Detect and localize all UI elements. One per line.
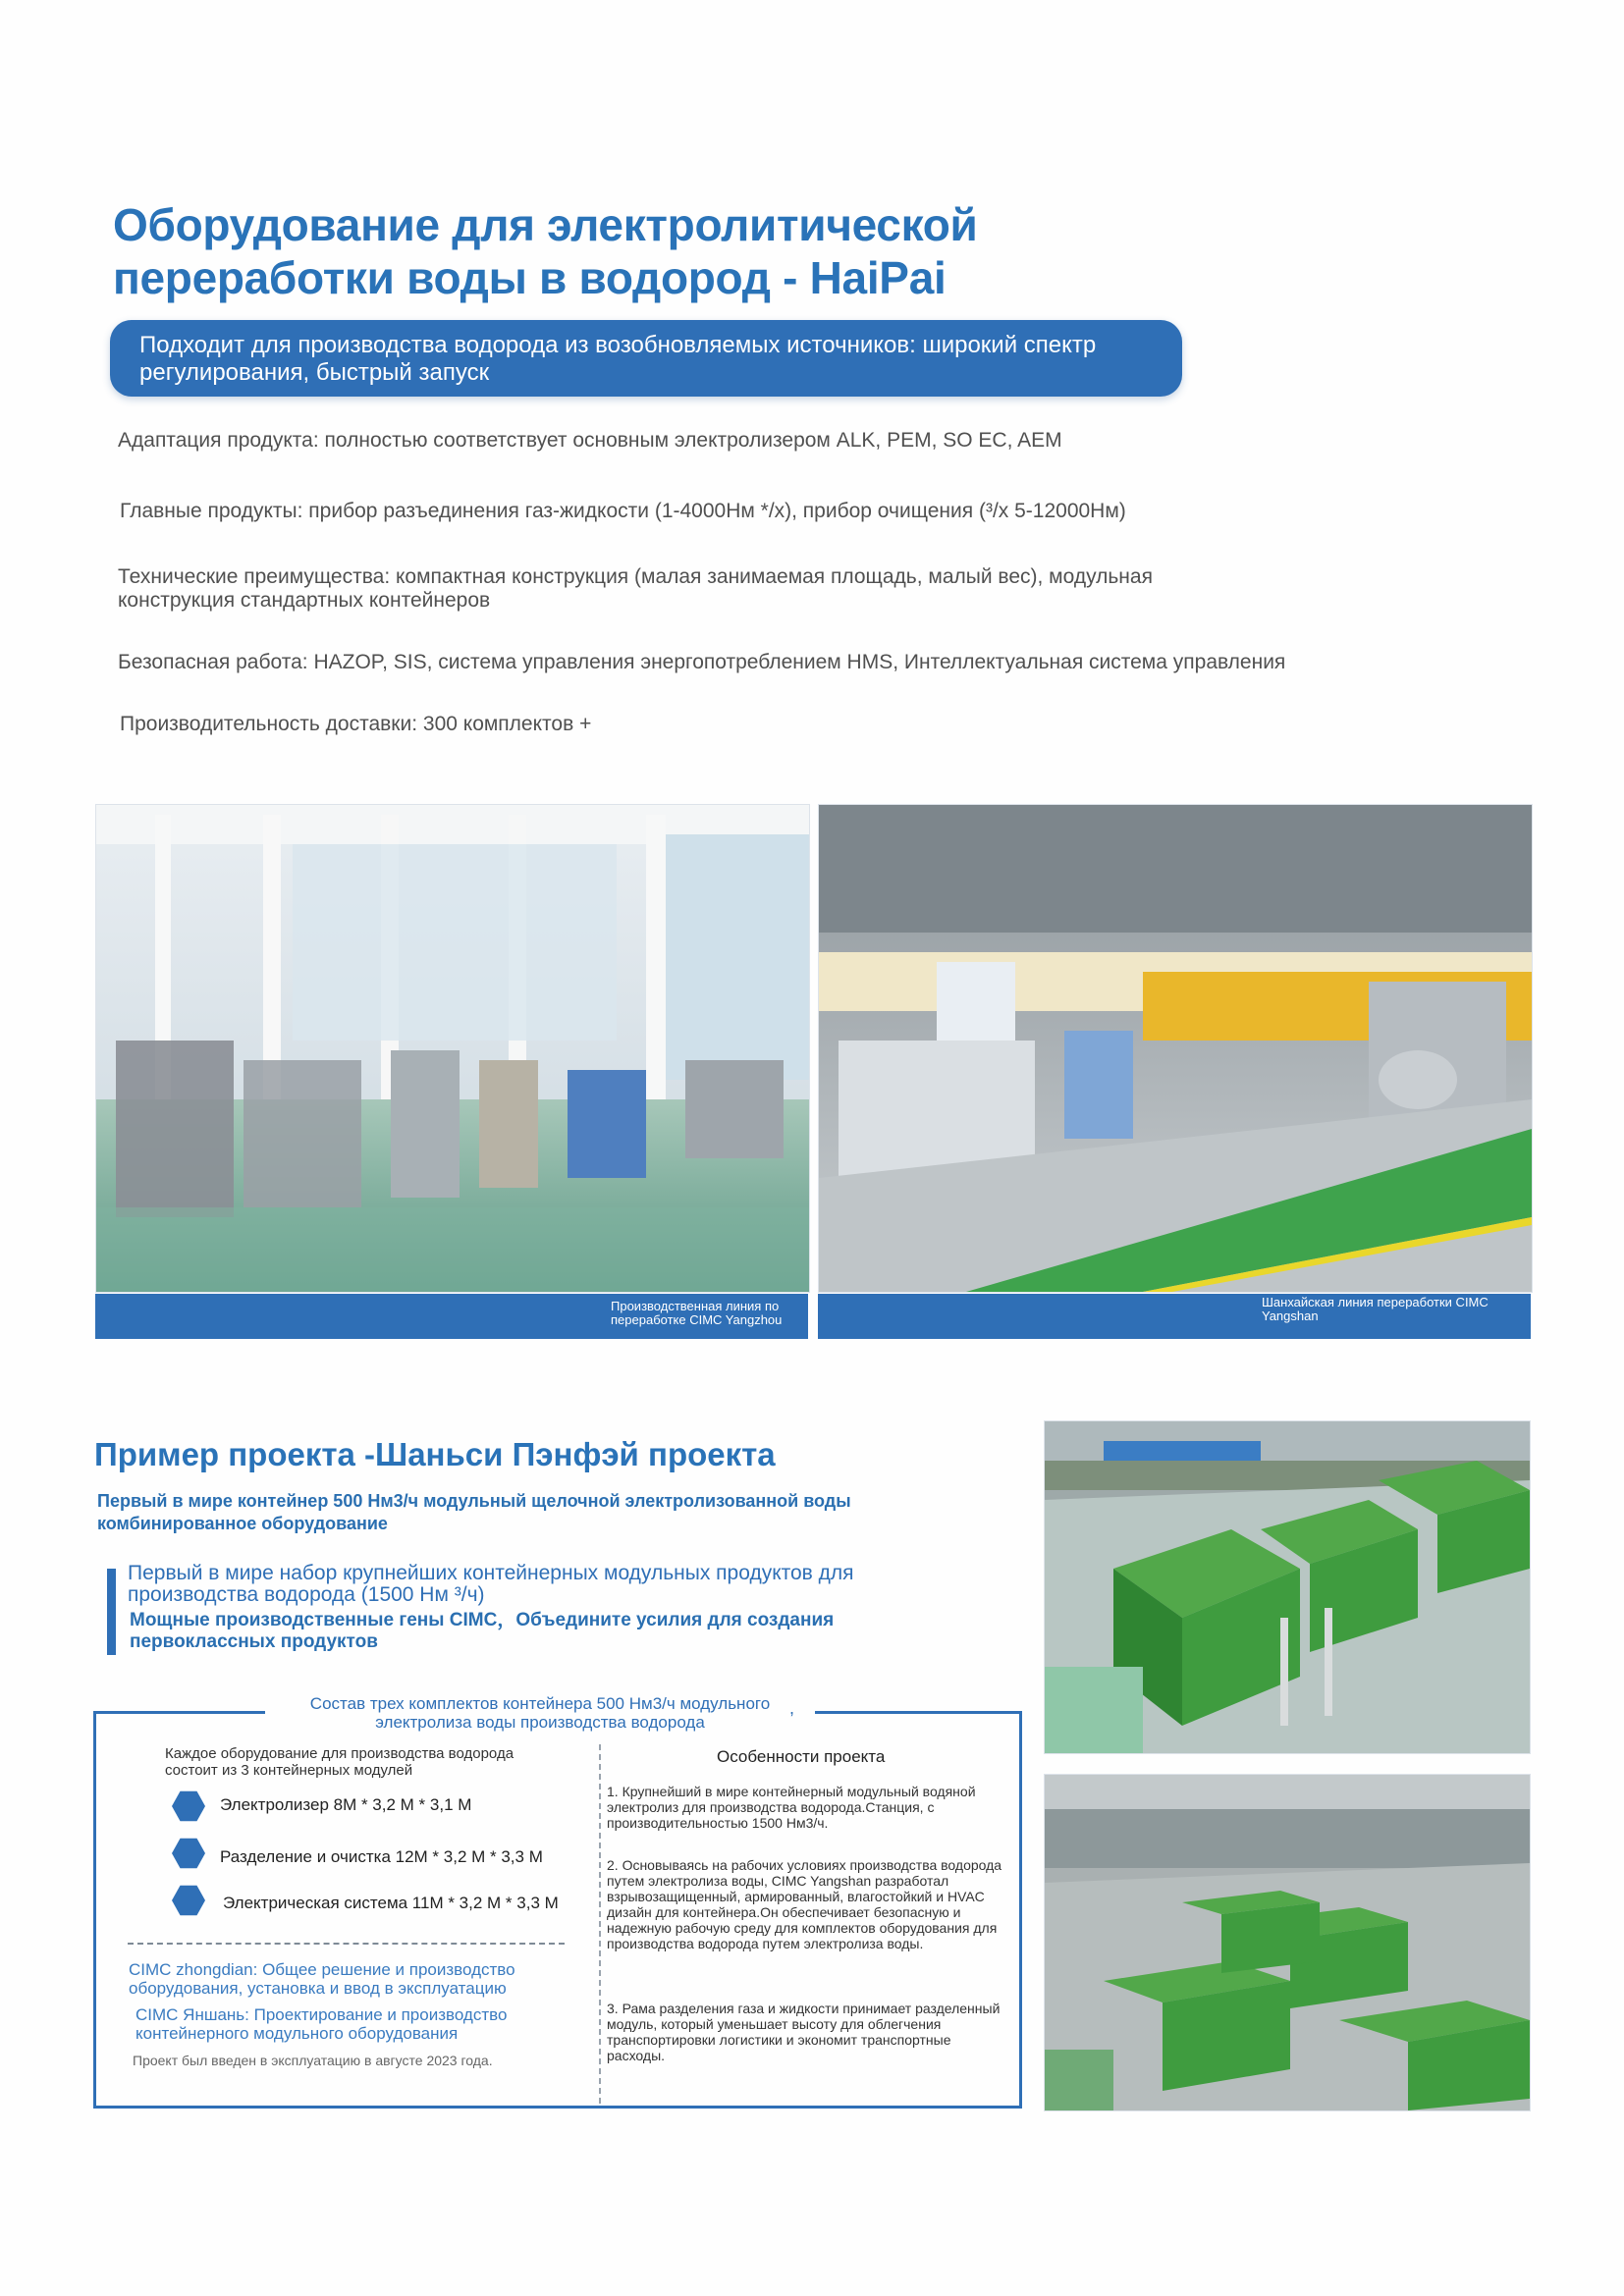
photo-container-site-top xyxy=(1044,1420,1531,1754)
project-feature-2: 2. Основываясь на рабочих условиях производства водорода путем электролиза воды, CIMC Yangshan разработал взрывозащищенный, армированный, влагостойкий и HVAC дизайн для контейнера.Он обеспечивает безопасную и надежную рабочую среду для комплектов оборудования для производства водорода путем электролиза воды. xyxy=(607,1857,1002,1951)
project-feature-1: 1. Крупнейший в мире контейнерный модульный водяной электролиз для производства водорода.Станция, с производительностью 1500 Нм3/ч. xyxy=(607,1784,976,1831)
org-yanshan: CIMC Яншань: Проектирование и производство контейнерного модульного оборудования xyxy=(135,2005,508,2043)
module-electrolyzer: Электролизер 8М * 3,2 М * 3,1 М xyxy=(220,1795,472,1814)
photo-yangshan-line xyxy=(818,804,1533,1293)
commission-note: Проект был введен в эксплуатацию в августе 2023 года. xyxy=(133,2053,493,2068)
feature-main-products: Главные продукты: прибор разъединения газ-жидкости (1-4000Нм */х), прибор очищения (³/х 5-12000Нм) xyxy=(120,500,1126,522)
project-features-title: Особенности проекта xyxy=(717,1747,886,1766)
subtitle-banner xyxy=(110,320,1182,397)
title-line-2: переработки воды в водород - HaiPai xyxy=(113,252,947,303)
project-lead: Первый в мире контейнер 500 Нм3/ч модульный щелочной электролизованной воды комбинированное оборудование xyxy=(97,1491,851,1533)
dashed-divider xyxy=(128,1943,565,1945)
photo-yangzhou-line xyxy=(95,804,810,1293)
page-title xyxy=(113,198,1193,304)
composition-note: Каждое оборудование для производства водорода состоит из 3 контейнерных модулей xyxy=(165,1745,514,1779)
caption-bar-yangzhou xyxy=(95,1294,808,1339)
caption-yangzhou: Производственная линия по переработке CIMC Yangzhou xyxy=(611,1299,783,1327)
feature-adaptation: Адаптация продукта: полностью соответствует основным электролизером ALK, PEM, SO EC, AEM xyxy=(118,429,1062,452)
project-feature-3: 3. Рама разделения газа и жидкости принимает разделенный модуль, который уменьшает высоту для облегчения транспортировки логистики и экономит транспортные расходы. xyxy=(607,2001,1001,2063)
composition-heading: Состав трех комплектов контейнера 500 Нм3/ч модульного электролиза воды производства водорода xyxy=(265,1694,815,1732)
subtitle-text: Подходит для производства водорода из возобновляемых источников: широкий спектр регулирования, быстрый запуск xyxy=(139,332,1097,386)
title-line-1: Оборудование для электролитической xyxy=(113,199,978,250)
org-zhongdian: CIMC zhongdian: Общее решение и производство оборудования, установка и ввод в эксплуатацию xyxy=(129,1960,515,1998)
project-highlight-1: Первый в мире набор крупнейших контейнерных модульных продуктов для производства водорода (1500 Нм ³/ч) xyxy=(128,1562,854,1606)
project-title: Пример проекта -Шаньси Пэнфэй проекта xyxy=(94,1436,776,1472)
decorative-mark: , xyxy=(789,1698,795,1718)
feature-delivery: Производительность доставки: 300 комплектов + xyxy=(120,713,592,735)
module-electrical: Электрическая система 11М * 3,2 М * 3,3 М xyxy=(223,1894,559,1912)
project-highlight-2: Мощные производственные гены CIMC，Объедините усилия для создания первоклассных продуктов xyxy=(130,1610,835,1652)
caption-bar-yangshan xyxy=(818,1294,1531,1339)
vertical-divider xyxy=(599,1744,601,2104)
photo-container-site-bottom xyxy=(1044,1774,1531,2111)
module-separation: Разделение и очистка 12М * 3,2 М * 3,3 М xyxy=(220,1847,543,1866)
feature-tech-advantages: Технические преимущества: компактная конструкция (малая занимаемая площадь, малый вес), модульная конструкция стандартных контейнеров xyxy=(118,565,1153,612)
accent-bar xyxy=(107,1569,116,1655)
caption-yangshan: Шанхайская линия переработки CIMC Yangshan xyxy=(1262,1295,1489,1323)
feature-safety: Безопасная работа: HAZOP, SIS, система управления энергопотреблением HMS, Интеллектуальная система управления xyxy=(118,651,1286,673)
